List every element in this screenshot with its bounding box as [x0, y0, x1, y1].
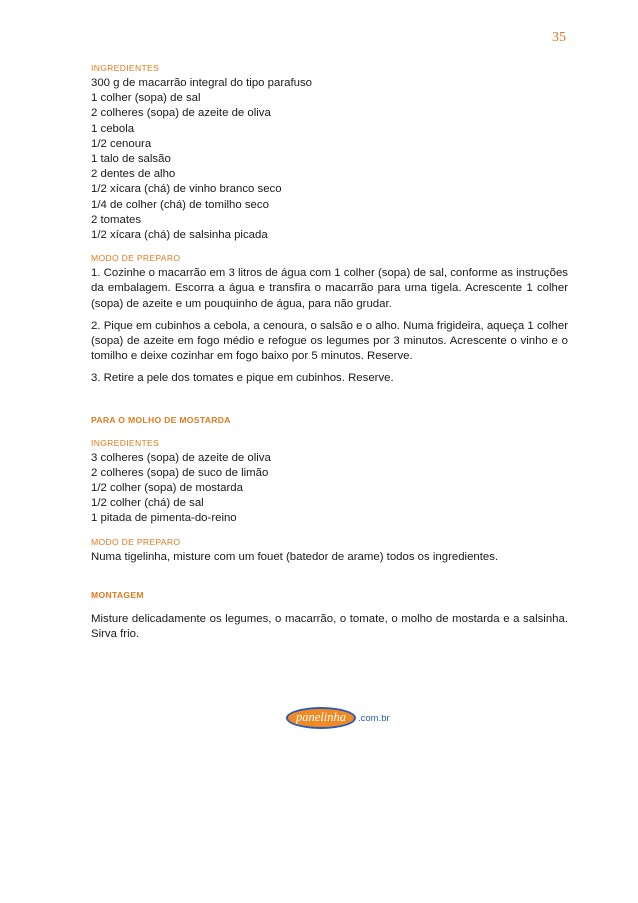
list-item: 1 colher (sopa) de sal	[91, 92, 201, 105]
sauce-method-heading: MODO DE PREPARO	[91, 536, 181, 547]
logo-brand: panelinha	[286, 707, 356, 729]
list-item: 2 colheres (sopa) de azeite de oliva	[91, 107, 271, 120]
method-step-2: 2. Pique em cubinhos a cebola, a cenoura, o salsão e o alho. Numa frigideira, aqueça 1 colher (sopa) de azeite em fogo médio e refogue os legumes por 3 minutos. Acrescente o vinho e o tomilho e deixe cozinhar em fogo baixo por 5 minutos. Reserve.	[91, 319, 568, 363]
list-item: 1/2 xícara (chá) de salsinha picada	[91, 229, 268, 242]
list-item: 1 cebola	[91, 122, 135, 135]
list-item: 2 colheres (sopa) de suco de limão	[91, 466, 269, 479]
sauce-method-text: Numa tigelinha, misture com um fouet (batedor de arame) todos os ingredientes.	[91, 550, 499, 563]
list-item: 3 colheres (sopa) de azeite de oliva	[91, 451, 271, 464]
list-item: 1/2 colher (sopa) de mostarda	[91, 482, 243, 495]
list-item: 2 tomates	[91, 213, 142, 226]
list-item: 1/4 de colher (chá) de tomilho seco	[91, 198, 269, 211]
list-item: 1/2 cenoura	[91, 137, 152, 150]
ingredients-list	[91, 76, 568, 243]
list-item: 1/2 xícara (chá) de vinho branco seco	[91, 183, 282, 196]
sauce-ingredients-heading: INGREDIENTES	[91, 437, 160, 448]
list-item: 300 g de macarrão integral do tipo parafuso	[91, 77, 312, 89]
list-item: 1/2 colher (chá) de sal	[91, 497, 204, 510]
method-step-1: 1. Cozinhe o macarrão em 3 litros de água com 1 colher (sopa) de sal, conforme as instruções da embalagem. Escorra a água e transfira o macarrão para uma tigela. Acrescente 1 colher (sopa) de azeite e um pouquinho de água, para não grudar.	[91, 267, 568, 310]
sauce-section-title: PARA O MOLHO DE MOSTARDA	[91, 414, 231, 425]
list-item: 2 dentes de alho	[91, 168, 176, 181]
ingredients-heading: INGREDIENTES	[91, 63, 160, 73]
method-heading: MODO DE PREPARO	[91, 253, 181, 264]
recipe-content	[91, 62, 568, 642]
logo-domain: .com.br	[358, 712, 390, 724]
sauce-ingredients-list	[91, 451, 568, 527]
assembly-text: Misture delicadamente os legumes, o macarrão, o tomate, o molho de mostarda e a salsinha. Sirva frio.	[91, 612, 568, 641]
assembly-section-title: MONTAGEM	[91, 589, 144, 600]
method-step-3: 3. Retire a pele dos tomates e pique em cubinhos. Reserve.	[91, 372, 394, 385]
page-number: 35	[552, 30, 566, 45]
panelinha-logo	[286, 708, 390, 728]
list-item: 1 talo de salsão	[91, 153, 171, 166]
list-item: 1 pitada de pimenta-do-reino	[91, 512, 237, 525]
